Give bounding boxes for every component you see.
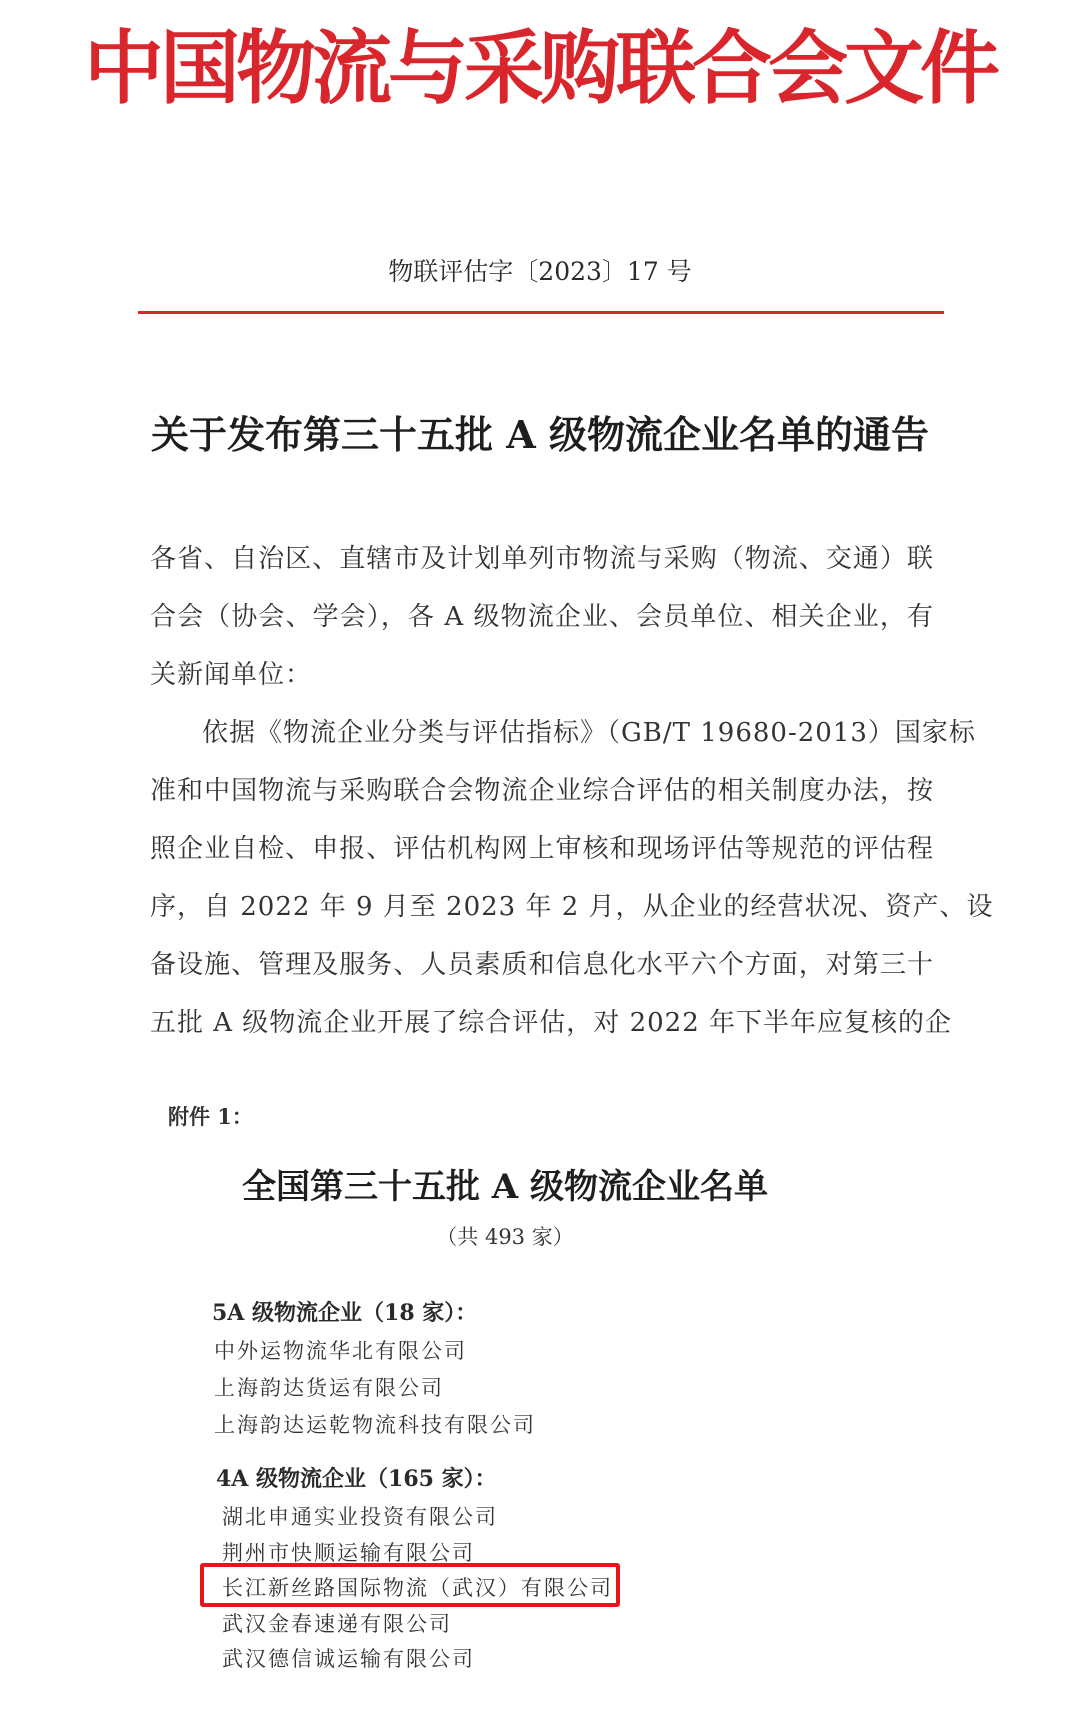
company-list-item: 武汉金春速递有限公司 (222, 1612, 452, 1636)
body-line: 准和中国物流与采购联合会物流企业综合评估的相关制度办法，按 (150, 776, 934, 806)
company-list-item: 上海韵达运乾物流科技有限公司 (214, 1413, 536, 1437)
company-list-item: 武汉德信诚运输有限公司 (222, 1647, 475, 1671)
document-number: 物联评估字〔2023〕17 号 (388, 257, 692, 286)
company-list-item-highlighted: 长江新丝路国际物流（武汉）有限公司 (222, 1576, 613, 1600)
document-header-title: 中国物流与采购联合会文件 (84, 21, 996, 115)
body-line: 依据《物流企业分类与评估指标》（GB/T 19680-2013）国家标 (202, 718, 976, 748)
company-list-item: 湖北申通实业投资有限公司 (222, 1505, 498, 1529)
body-line: 各省、自治区、直辖市及计划单列市物流与采购（物流、交通）联 (150, 544, 934, 574)
category-heading-5a: 5A 级物流企业（18 家）： (212, 1300, 478, 1326)
company-list-item: 中外运物流华北有限公司 (214, 1339, 467, 1363)
body-line: 备设施、管理及服务、人员素质和信息化水平六个方面，对第三十 (150, 950, 934, 980)
body-line: 序，自 2022 年 9 月至 2023 年 2 月，从企业的经营状况、资产、设 (150, 892, 994, 922)
body-line: 关新闻单位： (150, 660, 313, 690)
body-line: 照企业自检、申报、评估机构网上审核和现场评估等规范的评估程 (150, 834, 934, 864)
notice-title: 关于发布第三十五批 A 级物流企业名单的通告 (151, 412, 929, 457)
notice-body (150, 530, 994, 1052)
attachment-list-title: 全国第三十五批 A 级物流企业名单 (241, 1167, 769, 1207)
company-list-item: 上海韵达货运有限公司 (214, 1376, 444, 1400)
red-highlight-box (200, 1563, 620, 1607)
company-list-item: 荆州市快顺运输有限公司 (222, 1541, 475, 1565)
red-divider-line (138, 311, 944, 314)
body-line: 合会（协会、学会），各 A 级物流企业、会员单位、相关企业，有 (150, 602, 934, 632)
body-line: 五批 A 级物流企业开展了综合评估，对 2022 年下半年应复核的企 (150, 1008, 953, 1038)
category-heading-4a: 4A 级物流企业（165 家）： (216, 1466, 497, 1492)
attachment-label: 附件 1： (168, 1104, 253, 1129)
attachment-total-count: （共 493 家） (436, 1225, 574, 1249)
